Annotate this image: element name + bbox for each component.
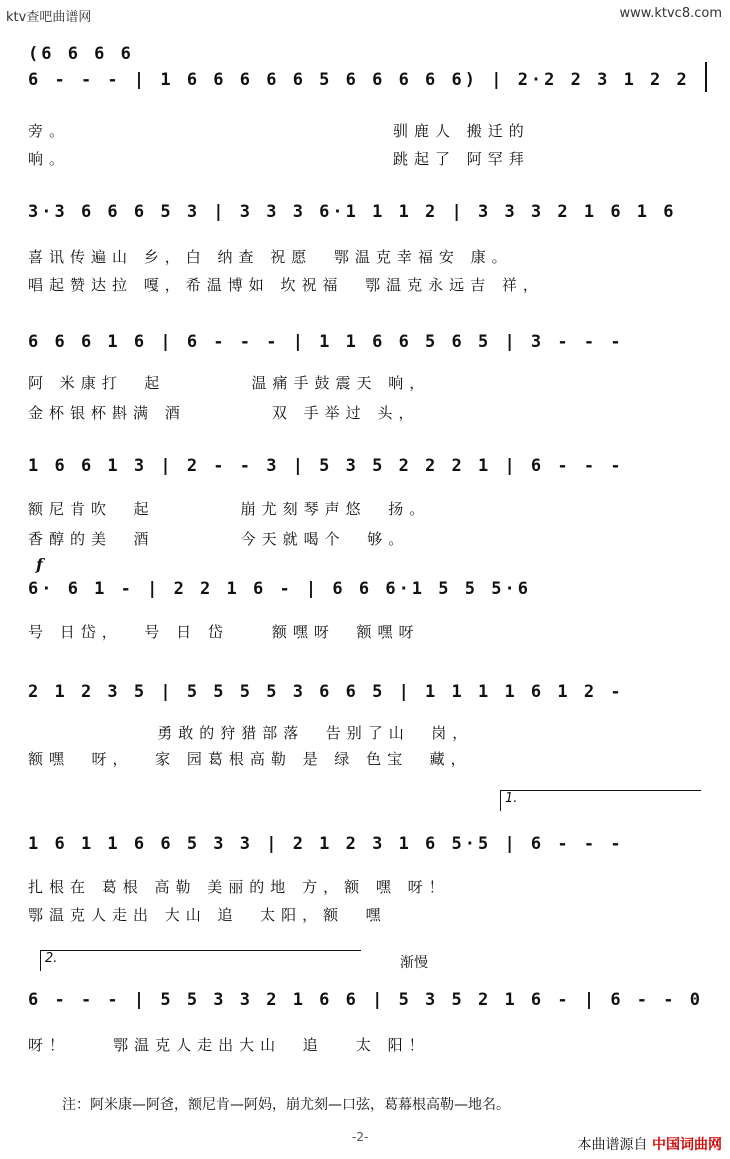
volta-label: 2. (45, 951, 58, 966)
footnote: 注：阿米康—阿爸，额尼肯—阿妈，崩尤刻—口弦，葛幕根高勒—地名。 (62, 1097, 510, 1113)
notes-line: 3·3 6 6 6 5 3 | 3 3 3 6·1 1 1 2 | 3 3 3 2 1 6 1 6 (28, 202, 677, 222)
dynamic-mark: f (36, 555, 43, 574)
lyric-line: 扎根在 葛根 高勒 美丽的地 方，额 嘿 呀！ (28, 878, 450, 896)
lyric-line: 鄂温克人走出 大山 追 太阳，额 嘿 (28, 906, 387, 924)
lyric-line: 额尼肯吹 起 崩尤刻琴声悠 扬。 (28, 500, 431, 518)
lyric-line: 喜讯传遍山 乡，白 纳查 祝愿 鄂温克幸福安 康。 (28, 248, 513, 266)
notes-line: 1 6 1 1 6 6 5 3 3 | 2 1 2 3 1 6 5·5 | 6 - - - (28, 834, 624, 854)
notes-line: 2 1 2 3 5 | 5 5 5 5 3 6 6 5 | 1 1 1 1 6 1 2 - (28, 682, 624, 702)
lyric-line: 额嘿 呀， 家 园葛根高勒 是 绿 色宝 藏， (28, 750, 472, 768)
volta-label: 1. (505, 791, 518, 806)
source-prefix: 本曲谱源自 (577, 1137, 648, 1153)
source-credit (578, 1134, 722, 1154)
header-right: www.ktvc8.com (619, 6, 722, 21)
notes-line: 6 - - - | 5 5 3 3 2 1 6 6 | 5 3 5 2 1 6 - | 6 - - 0 (28, 990, 703, 1010)
bar-line (705, 62, 707, 92)
lyric-line: 响。 跳起了 阿罕拜 (28, 150, 530, 168)
notes-line: 6· 6 1 - | 2 2 1 6 - | 6 6 6·1 5 5 5·6 (28, 579, 531, 599)
lyric-line: 阿 米康打 起 温痛手鼓震天 响， (28, 374, 431, 392)
lyric-line: 旁。 驯鹿人 搬迁的 (28, 122, 530, 140)
notes-line: 6 - - - | 1 6 6 6 6 6 5 6 6 6 6 6) | 2·2 2 3 1 2 2 (28, 70, 690, 90)
page-number: -2- (352, 1130, 369, 1144)
notes-line: 1 6 6 1 3 | 2 - - 3 | 5 3 5 2 2 2 1 | 6 - - - (28, 456, 624, 476)
lyric-line: 勇敢的狩猎部落 告别了山 岗， (28, 724, 474, 742)
volta-bracket (40, 950, 361, 971)
lyric-line: 呀！ 鄂温克人走出大山 追 太 阳！ (28, 1036, 430, 1054)
lyric-line: 唱起赞达拉 嘎，希温博如 坎祝福 鄂温克永远吉 祥， (28, 276, 544, 294)
lyric-line: 号 日岱， 号 日 岱 额嘿呀 额嘿呀 (28, 623, 420, 641)
notes-line: 6 6 6 1 6 | 6 - - - | 1 1 6 6 5 6 5 | 3 - - - (28, 332, 624, 352)
header-left: ktv查吧曲谱网 (6, 10, 92, 25)
volta-bracket (500, 790, 701, 811)
lyric-line: 香醇的美 酒 今天就喝个 够。 (28, 530, 410, 548)
top-notes: (6 6 6 6 (28, 44, 134, 64)
tempo-mark: 渐慢 (400, 955, 428, 971)
lyric-line: 金杯银杯斟满 酒 双 手举过 头， (28, 404, 420, 422)
source-site: 中国词曲网 (652, 1137, 722, 1153)
